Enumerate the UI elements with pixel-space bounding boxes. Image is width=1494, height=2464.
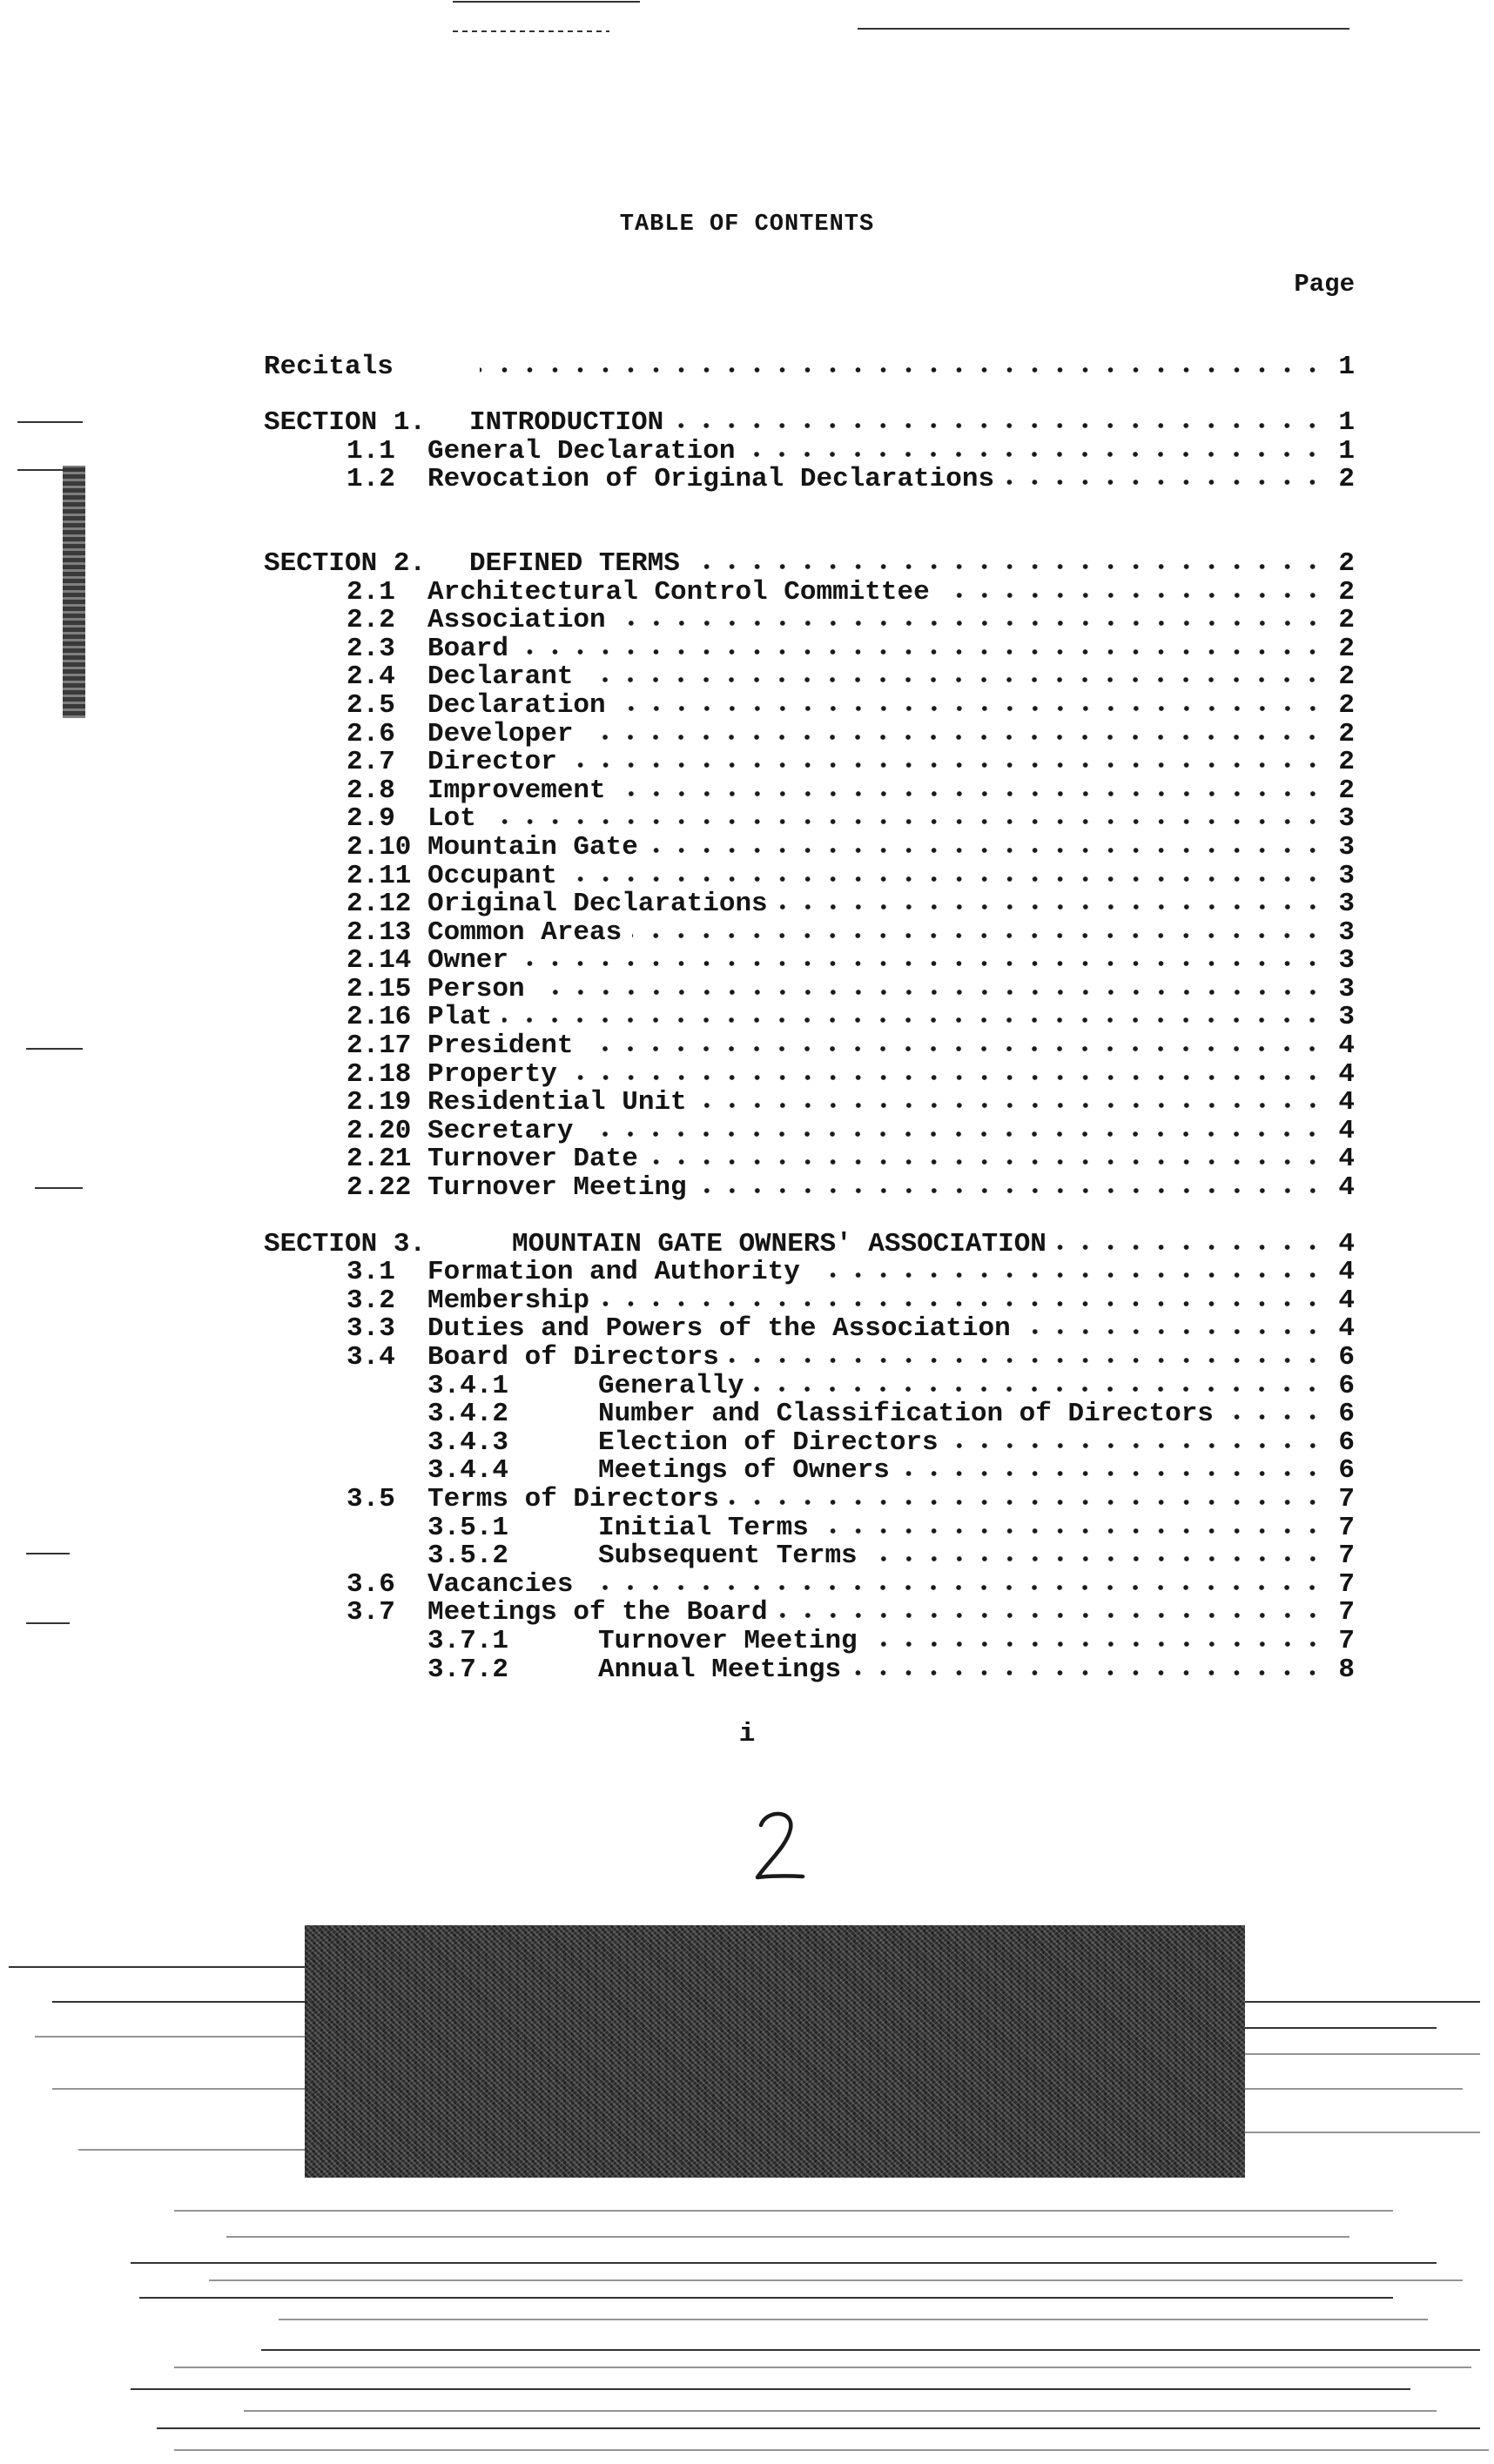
toc-entry-label: Director bbox=[427, 747, 557, 778]
toc-entry-label: Generally bbox=[598, 1370, 744, 1401]
toc-entry-page: 2 bbox=[1338, 633, 1355, 664]
toc-dot-leader bbox=[697, 1185, 1325, 1197]
toc-entry bbox=[264, 1457, 1355, 1486]
toc-entry-label: Turnover Meeting bbox=[427, 1172, 687, 1204]
toc-dot-leader bbox=[949, 1440, 1325, 1452]
toc-dot-leader bbox=[851, 1667, 1325, 1679]
toc-entry-label: Declaration bbox=[427, 689, 606, 721]
toc-dot-leader bbox=[1224, 1411, 1325, 1423]
toc-entry-page: 2 bbox=[1338, 689, 1355, 721]
toc-entry bbox=[264, 833, 1355, 862]
toc-entry-number: 3.6 bbox=[347, 1568, 395, 1600]
toc-entry-label: Person bbox=[427, 973, 525, 1004]
toc-entry-number: 2.3 bbox=[347, 633, 395, 664]
toc-entry-label: Formation and Authority bbox=[427, 1257, 800, 1288]
toc-entry-page: 3 bbox=[1338, 1002, 1355, 1033]
toc-entry-label: INTRODUCTION bbox=[469, 407, 664, 439]
toc-dot-leader bbox=[600, 1298, 1325, 1310]
toc-dot-leader bbox=[690, 561, 1325, 573]
toc-entry-number: 2.12 bbox=[347, 889, 412, 920]
toc-dot-leader bbox=[1005, 476, 1325, 488]
toc-entry bbox=[264, 1060, 1355, 1089]
toc-entry-page: 6 bbox=[1338, 1399, 1355, 1430]
toc-entry bbox=[264, 776, 1355, 805]
toc-dot-leader bbox=[502, 1014, 1325, 1026]
toc-entry-page: 6 bbox=[1338, 1455, 1355, 1487]
toc-entry-label: Developer bbox=[427, 718, 574, 749]
toc-entry bbox=[264, 749, 1355, 777]
toc-entry bbox=[264, 1259, 1355, 1287]
toc-entry-number: 2.8 bbox=[347, 775, 395, 806]
toc-entry-number: 3.4.3 bbox=[427, 1427, 509, 1458]
toc-entry-number: 2.9 bbox=[347, 803, 395, 835]
toc-entry-page: 4 bbox=[1338, 1115, 1355, 1146]
toc-entry-label: Plat bbox=[427, 1002, 493, 1033]
toc-entry-page: 6 bbox=[1338, 1427, 1355, 1458]
toc-dot-leader bbox=[616, 702, 1325, 715]
toc-entry-label: Declarant bbox=[427, 661, 574, 693]
toc-entry-label: Turnover Meeting bbox=[598, 1625, 858, 1656]
toc-entry bbox=[264, 1004, 1355, 1032]
toc-entry-label: President bbox=[427, 1031, 574, 1062]
toc-entry bbox=[264, 466, 1355, 494]
toc-entry-label: Association bbox=[427, 605, 606, 636]
toc-entry bbox=[264, 1627, 1355, 1655]
toc-entry-page: 4 bbox=[1338, 1144, 1355, 1175]
toc-dot-leader bbox=[583, 1581, 1325, 1594]
toc-entry bbox=[264, 1315, 1355, 1344]
toc-entry-label: Annual Meetings bbox=[598, 1654, 842, 1685]
toc-entry bbox=[264, 437, 1355, 466]
toc-entry-page: 3 bbox=[1338, 889, 1355, 920]
toc-entry-page: 2 bbox=[1338, 547, 1355, 579]
toc-entry bbox=[264, 1286, 1355, 1315]
toc-dot-leader bbox=[568, 759, 1325, 771]
toc-dot-leader bbox=[583, 731, 1325, 743]
toc-dot-leader bbox=[649, 1156, 1325, 1168]
page-column-header: Page bbox=[1294, 270, 1355, 299]
toc-entry-label: Improvement bbox=[427, 775, 606, 806]
toc-dot-leader bbox=[674, 420, 1325, 432]
toc-entry-page: 3 bbox=[1338, 973, 1355, 1004]
toc-dot-leader bbox=[568, 873, 1325, 885]
scan-artifact-margin bbox=[63, 466, 85, 718]
toc-entry bbox=[264, 1343, 1355, 1372]
toc-entry-label: Owner bbox=[427, 945, 509, 977]
toc-entry-page: 4 bbox=[1338, 1313, 1355, 1345]
toc-entry-label: Subsequent Terms bbox=[598, 1541, 858, 1572]
toc-dot-leader bbox=[811, 1269, 1325, 1281]
toc-entry-page: 6 bbox=[1338, 1342, 1355, 1373]
toc-entry-label: Occupant bbox=[427, 860, 557, 891]
toc-entry-number: 3.5.1 bbox=[427, 1512, 509, 1543]
toc-dot-leader bbox=[900, 1467, 1325, 1480]
toc-entry-page: 2 bbox=[1338, 576, 1355, 608]
toc-entry-number: 3.5.2 bbox=[427, 1541, 509, 1572]
toc-entry-page: 4 bbox=[1338, 1172, 1355, 1204]
toc-dot-leader bbox=[1021, 1326, 1325, 1338]
toc-dot-leader bbox=[745, 448, 1325, 460]
toc-entry-label: Residential Unit bbox=[427, 1087, 687, 1118]
toc-entry-label: Lot bbox=[427, 803, 476, 835]
toc-entry-page: 8 bbox=[1338, 1654, 1355, 1685]
toc-entry-number: 2.19 bbox=[347, 1087, 412, 1118]
toc-entry-number: 2.2 bbox=[347, 605, 395, 636]
toc-entry bbox=[264, 607, 1355, 635]
toc-entry-page: 7 bbox=[1338, 1568, 1355, 1600]
toc-entry-page: 7 bbox=[1338, 1541, 1355, 1572]
toc-entry-label: Property bbox=[427, 1058, 557, 1090]
toc-entry bbox=[264, 634, 1355, 663]
toc-entry-label: Mountain Gate bbox=[427, 831, 638, 863]
toc-dot-leader bbox=[616, 788, 1325, 800]
toc-entry-number: SECTION 2. bbox=[264, 547, 427, 579]
toc-entry-page: 3 bbox=[1338, 916, 1355, 948]
toc-entry-label: MOUNTAIN GATE OWNERS' ASSOCIATION bbox=[512, 1228, 1046, 1259]
toc-entry-page: 2 bbox=[1338, 747, 1355, 778]
toc-entry bbox=[264, 805, 1355, 834]
toc-entry-page: 6 bbox=[1338, 1370, 1355, 1401]
toc-entry bbox=[264, 1599, 1355, 1628]
toc-entry-number: 3.4.2 bbox=[427, 1399, 509, 1430]
toc-entry-page: 3 bbox=[1338, 860, 1355, 891]
toc-title: TABLE OF CONTENTS bbox=[619, 211, 875, 238]
toc-entry-number: SECTION 3. bbox=[264, 1228, 427, 1259]
toc-entry-number: 3.1 bbox=[347, 1257, 395, 1288]
toc-entry-number: 2.10 bbox=[347, 831, 412, 863]
toc-dot-leader bbox=[697, 1099, 1325, 1111]
toc-entry bbox=[264, 1173, 1355, 1202]
toc-dot-leader bbox=[583, 1043, 1325, 1055]
toc-entry-label: Election of Directors bbox=[598, 1427, 939, 1458]
toc-entry-number: 3.7 bbox=[347, 1597, 395, 1628]
toc-entry bbox=[264, 352, 1355, 381]
toc-entry-number: 2.18 bbox=[347, 1058, 412, 1090]
toc-entry-label: Membership bbox=[427, 1285, 590, 1316]
toc-entry-page: 7 bbox=[1338, 1625, 1355, 1656]
toc-entry bbox=[264, 975, 1355, 1004]
toc-entry-label: Meetings of the Board bbox=[427, 1597, 768, 1628]
toc-entry bbox=[264, 1372, 1355, 1400]
toc-entry-number: 2.22 bbox=[347, 1172, 412, 1204]
toc-entry-number: 2.16 bbox=[347, 1002, 412, 1033]
toc-entry-page: 7 bbox=[1338, 1512, 1355, 1543]
toc-entry bbox=[264, 1230, 1355, 1259]
toc-dot-leader bbox=[487, 816, 1325, 828]
toc-entry-label: Board bbox=[427, 633, 509, 664]
footer-page-number: i bbox=[738, 1719, 756, 1749]
toc-dot-leader bbox=[632, 930, 1325, 942]
toc-dot-leader bbox=[535, 986, 1325, 998]
toc-entry-number: 3.7.2 bbox=[427, 1654, 509, 1685]
toc-entry-number: 3.3 bbox=[347, 1313, 395, 1345]
toc-entry-label: Initial Terms bbox=[598, 1512, 809, 1543]
toc-entry-page: 3 bbox=[1338, 945, 1355, 977]
toc-entry-number: 2.11 bbox=[347, 860, 412, 891]
toc-entry-page: 1 bbox=[1338, 435, 1355, 467]
toc-entry bbox=[264, 549, 1355, 578]
toc-entry bbox=[264, 1145, 1355, 1174]
toc-entry-page: 2 bbox=[1338, 775, 1355, 806]
toc-entry-page: 3 bbox=[1338, 803, 1355, 835]
toc-entry-label: Vacancies bbox=[427, 1568, 574, 1600]
toc-entry-number: 1.2 bbox=[347, 464, 395, 495]
toc-entry-page: 2 bbox=[1338, 661, 1355, 693]
toc-entry bbox=[264, 862, 1355, 890]
toc-entry-number: 3.2 bbox=[347, 1285, 395, 1316]
toc-dot-leader bbox=[519, 957, 1325, 970]
handwritten-page-number bbox=[749, 1806, 810, 1884]
toc-entry-number: Recitals bbox=[264, 351, 394, 382]
toc-dot-leader bbox=[1057, 1241, 1325, 1253]
toc-entry bbox=[264, 947, 1355, 976]
toc-entry bbox=[264, 1117, 1355, 1145]
toc-entry-page: 2 bbox=[1338, 718, 1355, 749]
toc-dot-leader bbox=[868, 1638, 1325, 1650]
toc-entry-number: 3.7.1 bbox=[427, 1625, 509, 1656]
toc-entry-label: General Declaration bbox=[427, 435, 736, 467]
toc-entry-page: 4 bbox=[1338, 1228, 1355, 1259]
toc-list bbox=[264, 352, 1355, 1684]
toc-entry-label: Turnover Date bbox=[427, 1144, 638, 1175]
toc-entry-page: 1 bbox=[1338, 351, 1355, 382]
toc-dot-leader bbox=[940, 589, 1325, 601]
toc-entry-number: 3.4.4 bbox=[427, 1455, 509, 1487]
toc-dot-leader bbox=[616, 617, 1325, 629]
toc-entry-number: SECTION 1. bbox=[264, 407, 427, 439]
toc-entry-label: Revocation of Original Declarations bbox=[427, 464, 995, 495]
toc-entry-label: Original Declarations bbox=[427, 889, 768, 920]
toc-entry bbox=[264, 1542, 1355, 1571]
toc-entry-page: 7 bbox=[1338, 1597, 1355, 1628]
toc-entry-label: Duties and Powers of the Association bbox=[427, 1313, 1011, 1345]
toc-entry-label: Meetings of Owners bbox=[598, 1455, 890, 1487]
toc-entry-number: 1.1 bbox=[347, 435, 395, 467]
toc-entry-number: 2.6 bbox=[347, 718, 395, 749]
toc-dot-leader bbox=[819, 1525, 1325, 1537]
toc-entry bbox=[264, 1031, 1355, 1060]
toc-dot-leader bbox=[480, 364, 1325, 376]
toc-dot-leader bbox=[583, 674, 1325, 686]
toc-entry-label: Common Areas bbox=[427, 916, 622, 948]
toc-dot-leader bbox=[730, 1354, 1325, 1366]
toc-entry-page: 4 bbox=[1338, 1087, 1355, 1118]
toc-entry-number: 3.4.1 bbox=[427, 1370, 509, 1401]
toc-entry-number: 2.13 bbox=[347, 916, 412, 948]
toc-entry bbox=[264, 1655, 1355, 1684]
toc-entry-page: 4 bbox=[1338, 1058, 1355, 1090]
toc-dot-leader bbox=[568, 1071, 1325, 1084]
toc-entry bbox=[264, 918, 1355, 947]
toc-entry-page: 1 bbox=[1338, 407, 1355, 439]
toc-entry-number: 2.14 bbox=[347, 945, 412, 977]
toc-entry-number: 2.15 bbox=[347, 973, 412, 1004]
scan-artifact-band bbox=[305, 1925, 1245, 2178]
toc-entry-label: Secretary bbox=[427, 1115, 574, 1146]
toc-entry bbox=[264, 578, 1355, 607]
toc-entry-number: 3.5 bbox=[347, 1483, 395, 1514]
toc-entry-number: 2.5 bbox=[347, 689, 395, 721]
toc-entry bbox=[264, 691, 1355, 720]
toc-entry-number: 2.20 bbox=[347, 1115, 412, 1146]
toc-entry-label: Number and Classification of Directors bbox=[598, 1399, 1214, 1430]
toc-entry-page: 4 bbox=[1338, 1031, 1355, 1062]
toc-entry bbox=[264, 1514, 1355, 1542]
toc-entry-number: 3.4 bbox=[347, 1342, 395, 1373]
toc-entry-number: 2.1 bbox=[347, 576, 395, 608]
toc-entry-page: 4 bbox=[1338, 1257, 1355, 1288]
toc-entry bbox=[264, 1570, 1355, 1599]
toc-entry bbox=[264, 1089, 1355, 1118]
toc-dot-leader bbox=[730, 1496, 1325, 1508]
toc-entry bbox=[264, 409, 1355, 438]
toc-entry-page: 7 bbox=[1338, 1483, 1355, 1514]
toc-entry-page: 2 bbox=[1338, 464, 1355, 495]
toc-entry-page: 2 bbox=[1338, 605, 1355, 636]
toc-dot-leader bbox=[778, 901, 1325, 913]
toc-entry-label: Board of Directors bbox=[427, 1342, 719, 1373]
toc-entry-number: 2.21 bbox=[347, 1144, 412, 1175]
toc-entry bbox=[264, 1485, 1355, 1514]
toc-dot-leader bbox=[583, 1128, 1325, 1140]
toc-entry-page: 3 bbox=[1338, 831, 1355, 863]
toc-entry-number: 2.17 bbox=[347, 1031, 412, 1062]
toc-dot-leader bbox=[778, 1609, 1325, 1621]
toc-entry-label: Architectural Control Committee bbox=[427, 576, 930, 608]
toc-entry bbox=[264, 663, 1355, 692]
toc-entry bbox=[264, 1400, 1355, 1429]
toc-entry bbox=[264, 890, 1355, 919]
toc-dot-leader bbox=[754, 1383, 1325, 1395]
toc-entry bbox=[264, 720, 1355, 749]
toc-dot-leader bbox=[868, 1553, 1325, 1565]
toc-entry bbox=[264, 1428, 1355, 1457]
toc-entry-label: DEFINED TERMS bbox=[469, 547, 680, 579]
toc-entry-number: 2.7 bbox=[347, 747, 395, 778]
toc-entry-number: 2.4 bbox=[347, 661, 395, 693]
toc-entry-label: Terms of Directors bbox=[427, 1483, 719, 1514]
toc-dot-leader bbox=[649, 844, 1325, 856]
toc-dot-leader bbox=[519, 646, 1325, 658]
toc-entry-page: 4 bbox=[1338, 1285, 1355, 1316]
